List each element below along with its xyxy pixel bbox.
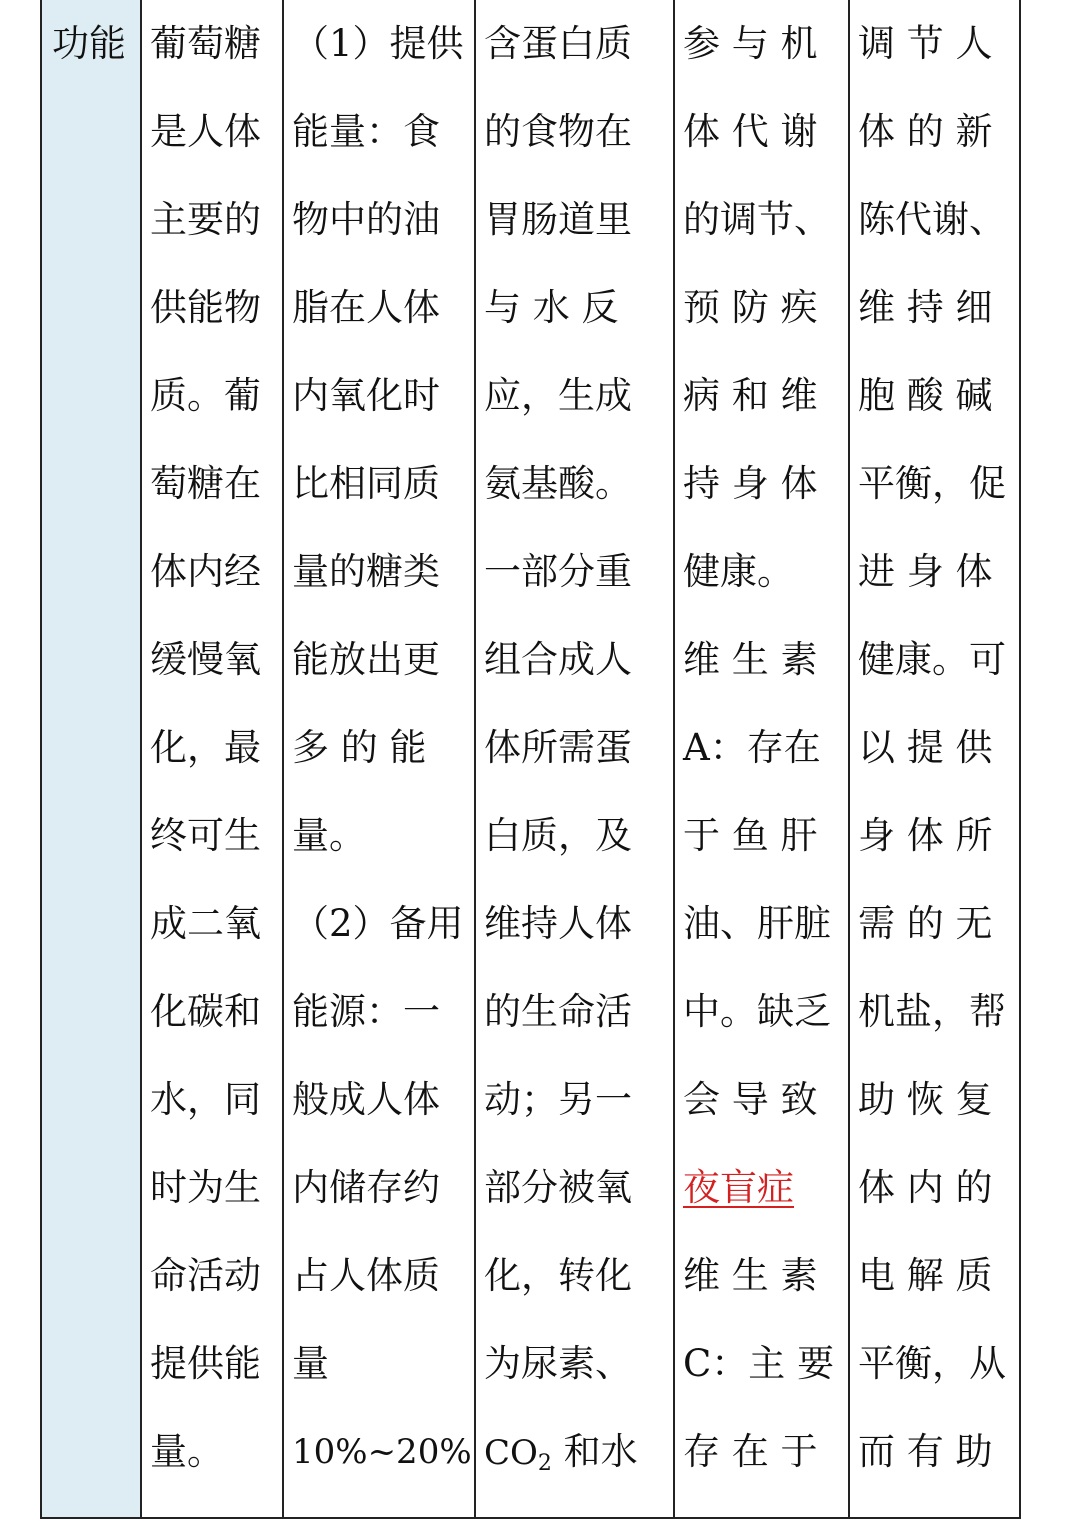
cell-line: 与 水 反 [484,286,619,329]
cell-line: 预 防 疾 [683,286,818,329]
cell-line: 身 体 所 [858,814,993,857]
cell-line: 维 生 素 [683,638,818,681]
cell-line: 量。 [150,1430,224,1473]
cell-line: 物中的油 [292,198,440,241]
cell-line [683,1144,842,1232]
cell-line: 10%~20% [292,1432,472,1472]
column-mineral-water [850,0,1019,1517]
cell-line: 持 身 体 [683,462,818,505]
cell-line: 一部分重 [484,550,632,593]
cell-line: 量。 [292,814,366,857]
cell-line: 参 与 机 [683,22,818,65]
cell-line: 维 持 细 [858,286,993,329]
night-blindness-link[interactable]: 夜盲症 [683,1166,794,1209]
column-vitamin [675,0,850,1517]
cell-line: 机盐，帮 [858,990,1006,1033]
cell-line: 动；另一 [484,1078,632,1121]
cell-line: 存 在 于 [683,1430,818,1473]
nutrient-function-table [40,0,1021,1519]
cell-line: 胃肠道里 [484,198,632,241]
cell-line: 以 提 供 [858,726,993,769]
cell-line: 水，同 [150,1078,261,1121]
cell-line: 体 代 谢 [683,110,818,153]
row-header-cell [42,0,142,1517]
cell-line: 白质，及 [484,814,632,857]
cell-line: 助 恢 复 [858,1078,993,1121]
cell-line: 进 身 体 [858,550,993,593]
cell-line: 含蛋白质 [484,22,632,65]
cell-line: 主要的 [150,198,261,241]
cell-line: 脂在人体 [292,286,440,329]
cell-line: 中。缺乏 [683,990,831,1033]
cell-line: 为尿素、 [484,1342,632,1385]
cell-line: 体内经 [150,550,261,593]
cell-line: 油、肝脏 [683,902,831,945]
cell-line: 的生命活 [484,990,632,1033]
cell-line: 健康。可 [858,638,1006,681]
cell-line: C：主 要 [683,1342,835,1385]
cell-line: 时为生 [150,1166,261,1209]
cell-line: 健康。 [683,550,794,593]
cell-line: 缓慢氧 [150,638,261,681]
cell-line: 命活动 [150,1254,261,1297]
cell-line: 能源：一 [292,990,440,1033]
cell-line: 应，生成 [484,374,632,417]
cell-line: 组合成人 [484,638,632,681]
cell-line: 平衡，从 [858,1342,1006,1385]
cell-line: 陈代谢、 [858,198,1006,241]
column-glucose [142,0,284,1517]
cell-line: 体所需蛋 [484,726,632,769]
column-protein [476,0,675,1517]
cell-line: 比相同质 [292,462,440,505]
cell-line: 萄糖在 [150,462,261,505]
cell-line: 电 解 质 [858,1254,993,1297]
co2-line: $CO_2$ 和水 [484,1430,638,1476]
cell-line: 内储存约 [292,1166,440,1209]
cell-line: 而 有 助 [858,1430,993,1473]
cell-line: 能量：食 [292,110,440,153]
cell-line: 于 鱼 肝 [683,814,818,857]
cell-line: 会 导 致 [683,1078,818,1121]
column-fat [284,0,476,1517]
cell-line: （2）备用 [292,902,464,945]
cell-line: 氨基酸。 [484,462,632,505]
cell-line: 平衡，促 [858,462,1006,505]
cell-line: 维 生 素 [683,1254,818,1297]
cell-line: （1）提供 [292,22,464,65]
cell-line: 能放出更 [292,638,440,681]
cell-line: 化碳和 [150,990,261,1033]
cell-line: 供能物 [150,286,261,329]
row-header-text: 功能 [52,22,126,65]
cell-line: 部分被氧 [484,1166,632,1209]
cell-line: 维持人体 [484,902,632,945]
cell-line: 体 的 新 [858,110,993,153]
cell-line: 的调节、 [683,198,831,241]
cell-line: 量的糖类 [292,550,440,593]
cell-line: 病 和 维 [683,374,818,417]
cell-line: 是人体 [150,110,261,153]
cell-line: 化，转化 [484,1254,632,1297]
cell-line: 胞 酸 碱 [858,374,993,417]
cell-line: 终可生 [150,814,261,857]
cell-line: A：存在 [683,726,821,769]
cell-line: 葡萄糖 [150,22,261,65]
cell-line: 般成人体 [292,1078,440,1121]
cell-line: 占人体质 [292,1254,440,1297]
cell-line: 多 的 能 [292,726,427,769]
cell-line: 调 节 人 [858,22,993,65]
cell-line: 内氧化时 [292,374,440,417]
cell-line: 量 [292,1342,329,1385]
cell-line: 质。葡 [150,374,261,417]
cell-line: 体 内 的 [858,1166,993,1209]
cell-line: 的食物在 [484,110,632,153]
cell-line: 需 的 无 [858,902,993,945]
cell-line: 化，最 [150,726,261,769]
cell-line: 成二氧 [150,902,261,945]
cell-line: 提供能 [150,1342,261,1385]
